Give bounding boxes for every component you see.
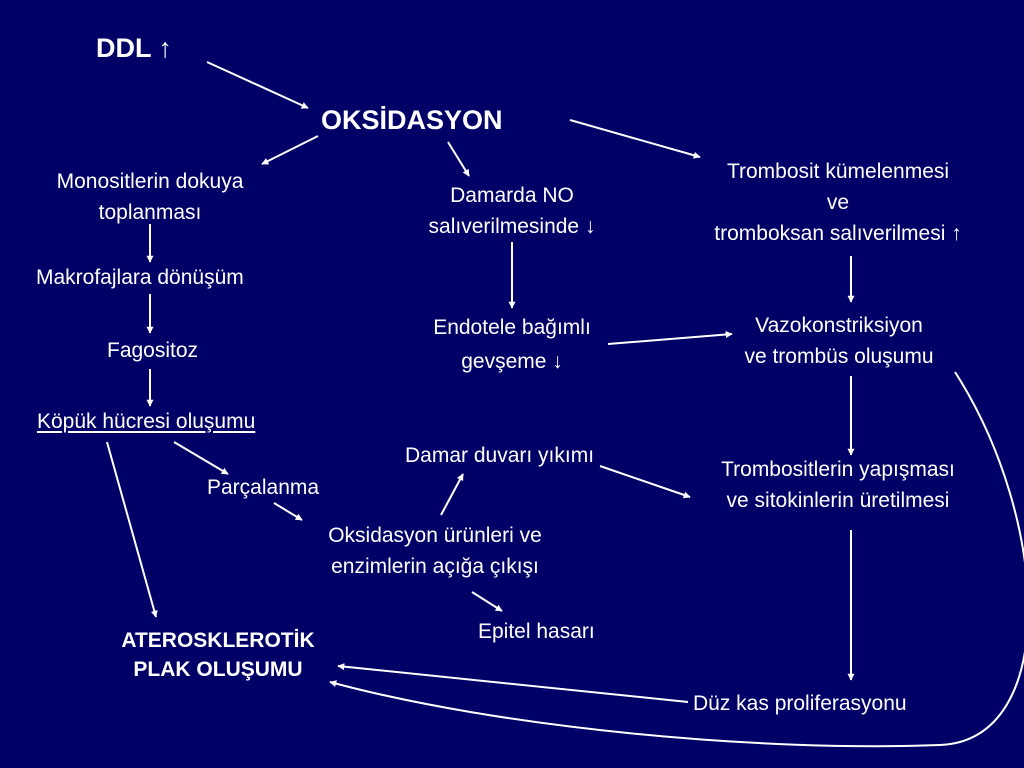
arrow-urunler-to-damar-duvari xyxy=(441,474,463,515)
arrow-ddl-to-oksidasyon xyxy=(207,62,308,108)
node-kopuk-hucresi: Köpük hücresi oluşumu xyxy=(37,410,256,433)
node-vazo-line2: ve trombüs oluşumu xyxy=(744,345,934,368)
node-endotel-line2: gevşeme ↓ xyxy=(461,350,563,373)
node-plak-olusumu xyxy=(88,626,348,684)
node-endotel-line1: Endotele bağımlı xyxy=(433,316,591,339)
arrow-kopuk-to-parcalanma xyxy=(174,442,228,474)
node-urunler-line1: Oksidasyon ürünleri ve xyxy=(328,524,542,547)
node-plak-line1: ATEROSKLEROTİK xyxy=(121,629,315,652)
arrow-urunler-to-epitel xyxy=(472,592,502,611)
node-fagositoz: Fagositoz xyxy=(107,339,199,362)
node-plak-line2: PLAK OLUŞUMU xyxy=(133,658,303,681)
node-makrofaj: Makrofajlara dönüşüm xyxy=(36,266,244,289)
node-trombosit-line1: Trombosit kümelenmesi xyxy=(726,160,950,183)
node-epitel-hasari: Epitel hasarı xyxy=(478,620,595,643)
node-trombosit-line2: ve xyxy=(826,191,850,214)
node-trombosit-yapisma xyxy=(688,454,988,516)
node-ddl: DDL ↑ xyxy=(96,33,173,63)
arrow-oksidasyon-to-monosit xyxy=(262,136,318,164)
node-damarda-no xyxy=(402,180,622,242)
node-vazokonstriksiyon xyxy=(709,310,969,372)
node-yapisma-line2: ve sitokinlerin üretilmesi xyxy=(726,489,950,512)
node-duz-kas: Düz kas proliferasyonu xyxy=(693,692,907,715)
node-damarda-no-line1: Damarda NO xyxy=(450,184,574,207)
node-damar-duvari: Damar duvarı yıkımı xyxy=(405,444,595,467)
node-endotel xyxy=(402,311,622,379)
node-monosit-line1: Monositlerin dokuya xyxy=(56,170,244,193)
node-trombosit-line3: tromboksan salıverilmesi ↑ xyxy=(714,222,962,245)
node-damarda-no-line2: salıverilmesinde ↓ xyxy=(428,215,596,238)
arrow-damar-duvari-to-yapisma xyxy=(600,466,690,497)
arrow-parcalanma-to-urunler xyxy=(274,503,302,520)
node-parcalanma: Parçalanma xyxy=(207,476,320,499)
arrow-oksidasyon-to-trombosit xyxy=(570,120,700,157)
node-vazo-line1: Vazokonstriksiyon xyxy=(755,314,923,337)
node-oksidasyon: OKSİDASYON xyxy=(321,105,503,135)
node-yapisma-line1: Trombositlerin yapışması xyxy=(721,458,955,481)
arrow-oksidasyon-to-no xyxy=(448,142,469,176)
node-urunler-line2: enzimlerin açığa çıkışı xyxy=(331,555,539,578)
arrow-kopuk-to-plak xyxy=(107,442,156,617)
node-monosit xyxy=(30,166,270,228)
node-trombosit-kumelenmesi xyxy=(678,156,998,249)
node-monosit-line2: toplanması xyxy=(98,201,202,224)
node-oksidasyon-urunleri xyxy=(295,520,575,582)
